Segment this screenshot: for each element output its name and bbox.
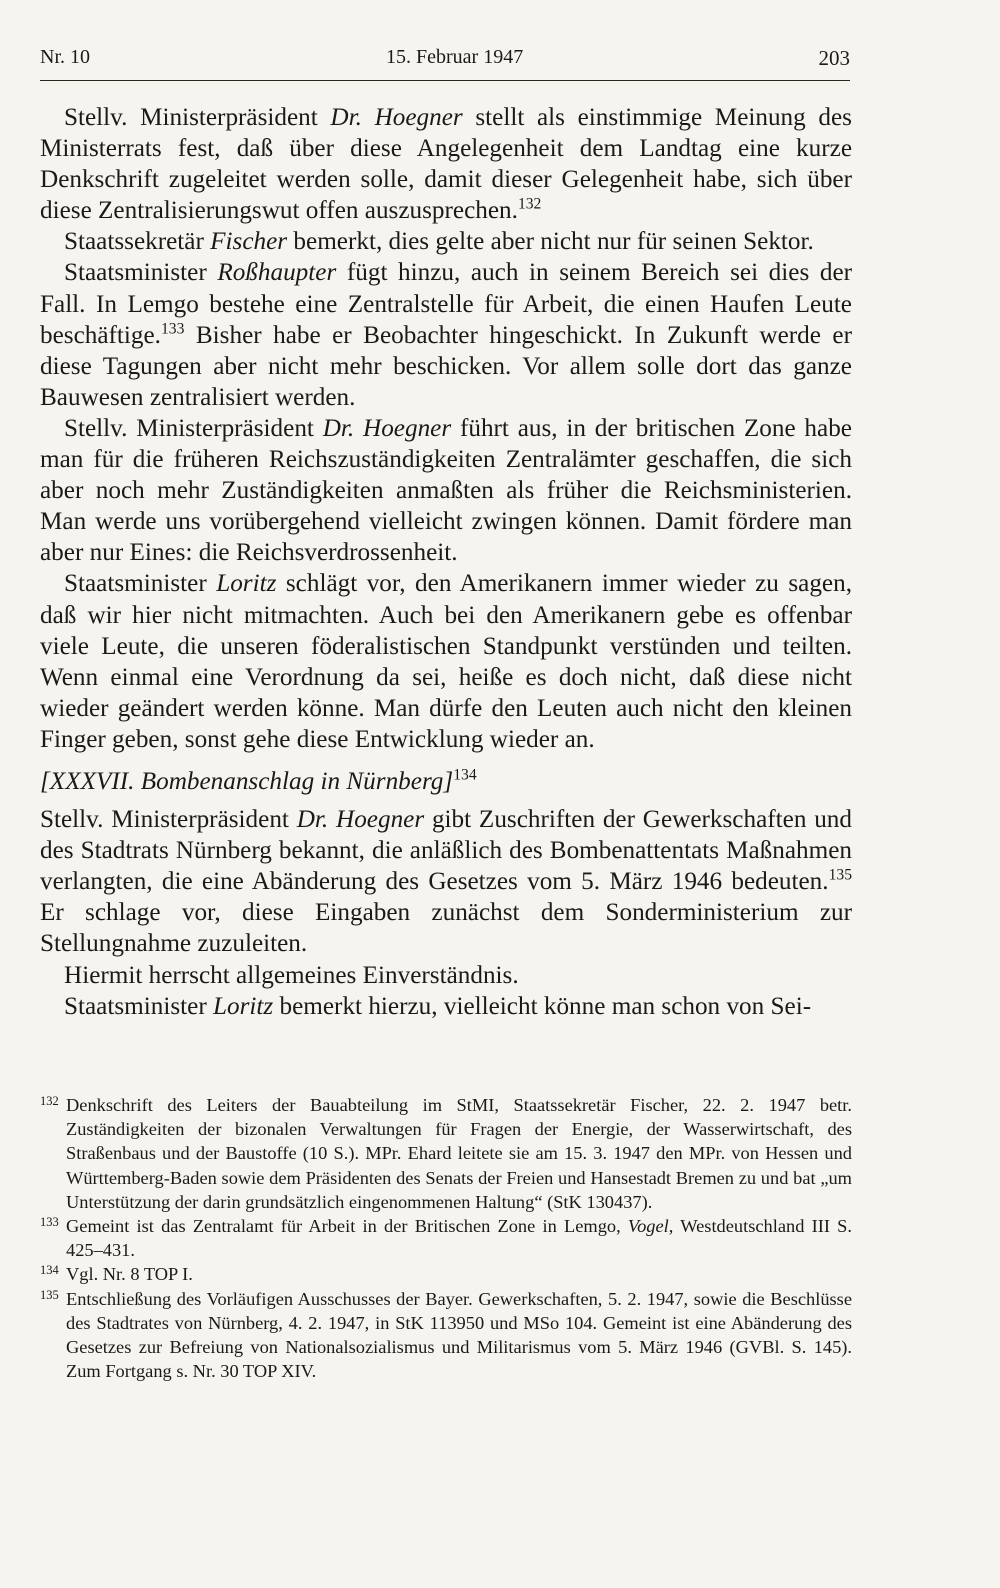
footnote-133: 133 Gemeint ist das Zentralamt für Arbeit in der Britischen Zone in Lemgo, Vogel, Westdeutschland III S. 425–431. [40,1214,852,1262]
footnote-number: 132 [40,1094,59,1108]
footnote-ref[interactable]: 132 [517,195,542,213]
speaker-name: Dr. Hoegner [296,806,425,834]
footnote-134: 134 Vgl. Nr. 8 TOP I. [40,1262,852,1286]
document-number: Nr. 10 [40,46,90,68]
document-date: 15. Februar 1947 [386,46,524,68]
paragraph-7: Hiermit herrscht allgemeines Einverständnis. [64,961,519,989]
paragraph-8: Staatsminister Loritz bemerkt hierzu, vielleicht könne man schon von Sei- [64,992,812,1020]
paragraph-2: Staatssekretär Fischer bemerkt, dies gelte aber nicht nur für seinen Sektor. [64,228,814,256]
speaker-name: Dr. Hoegner [322,414,452,442]
paragraph-6: Stellv. Ministerpräsident Dr. Hoegner gibt Zuschriften der Gewerkschaften und des Stadtrats Nürnberg bekannt, die anläßlich des Bombenattentats Maßnahmen verlangten, die eine Abänderung des Gesetzes vom 5. März 1946 bedeuten.$^{135}$ Er schlage vor, diese Eingaben zunächst dem Sonderministerium zur Stellungnahme zuzuleiten. [40,806,852,958]
footnote-ref[interactable]: 135 [828,866,852,884]
speaker-name: Fischer [210,228,288,256]
footnotes [40,1093,852,1383]
main-text [40,102,852,1022]
speaker-name: Loritz [213,992,274,1020]
page-number: 203 [818,46,850,70]
paragraph-1: Stellv. Ministerpräsident Dr. Hoegner stellt als einstimmige Meinung des Ministerrats fest, daß über diese Angelegenheit dem Landtag eine kurze Denkschrift zugeleitet werden solle, damit dieser Gelegenheit habe, sich über diese Zentralisierungswut offen auszusprechen.$^{132}$ [40,104,852,225]
footnote-135: 135 Entschließung des Vorläufigen Ausschusses der Bayer. Gewerkschaften, 5. 2. 1947, sowie die Beschlüsse des Stadtrates von Nürnberg, 4. 2. 1947, in StK 113950 und MSo 104. Gemeint ist eine Abänderung des Gesetzes zur Befreiung von Nationalsozialismus und Militarismus vom 5. März 1946 (GVBl. S. 145). Zum Fortgang s. Nr. 30 TOP XIV. [40,1287,852,1384]
header-rule [40,80,850,81]
paragraph-3: Staatsminister Roßhaupter fügt hinzu, auch in seinem Bereich sei dies der Fall. In Lemgo bestehe eine Zentralstelle für Arbeit, die einen Haufen Leute beschäftige.$^{133}$ Bisher habe er Beobachter hingeschickt. In Zukunft werde er diese Tagungen aber nicht mehr beschicken. Vor allem solle dort das ganze Bauwesen zentralisiert werden. [40,259,853,411]
footnote-number: 133 [40,1215,59,1230]
footnote-132: 132 Denkschrift des Leiters der Bauabteilung im StMI, Staatssekretär Fischer, 22. 2. 1947 betr. Zuständigkeiten der bizonalen Verwaltungen für Fragen der Energie, der Wasserwirtschaft, des Straßenbaus und der Baustoffe (10 S.). MPr. Ehard leitete sie am 15. 3. 1947 den MPr. von Hessen und Württemberg-Baden sowie dem Präsidenten des Senats der Freien und Hansestadt Bremen zu und bat „um Unterstützung der darin grundsätzlich eingenommenen Haltung“ (StK 130437). [40,1093,852,1214]
speaker-name: Loritz [216,570,277,598]
footnote-number: 134 [40,1263,59,1278]
footnote-number: 135 [40,1287,59,1302]
page-header [40,46,850,76]
footnote-ref[interactable]: 134 [453,766,477,784]
section-heading: [XXXVII. Bombenanschlag in Nürnberg]$^{134}$ [40,766,477,795]
footnote-ref[interactable]: 133 [160,319,185,337]
speaker-name: Dr. Hoegner [330,104,463,131]
paragraph-4: Stellv. Ministerpräsident Dr. Hoegner führt aus, in der britischen Zone habe man für die früheren Reichszuständigkeiten Zentralämter geschaffen, die sich aber noch mehr Zuständigkeiten anmaßten als früher die Reichsministerien. Man werde uns vorübergehend vielleicht zwingen können. Damit fördere man aber nur Eines: die Reichsverdrossenheit. [40,414,852,567]
speaker-name: Roßhaupter [217,259,337,287]
paragraph-5: Staatsminister Loritz schlägt vor, den Amerikanern immer wieder zu sagen, daß wir hier nicht mitmachten. Auch bei den Amerikanern gebe es offenbar viele Leute, die unseren föderalistischen Standpunkt verstünden und teilten. Wenn einmal eine Verordnung da sei, heiße es doch nicht, daß diese nicht wieder geändert werden könne. Man dürfe den Leuten auch nicht den kleinen Finger geben, sonst gehe diese Entwicklung wieder an. [40,570,852,753]
